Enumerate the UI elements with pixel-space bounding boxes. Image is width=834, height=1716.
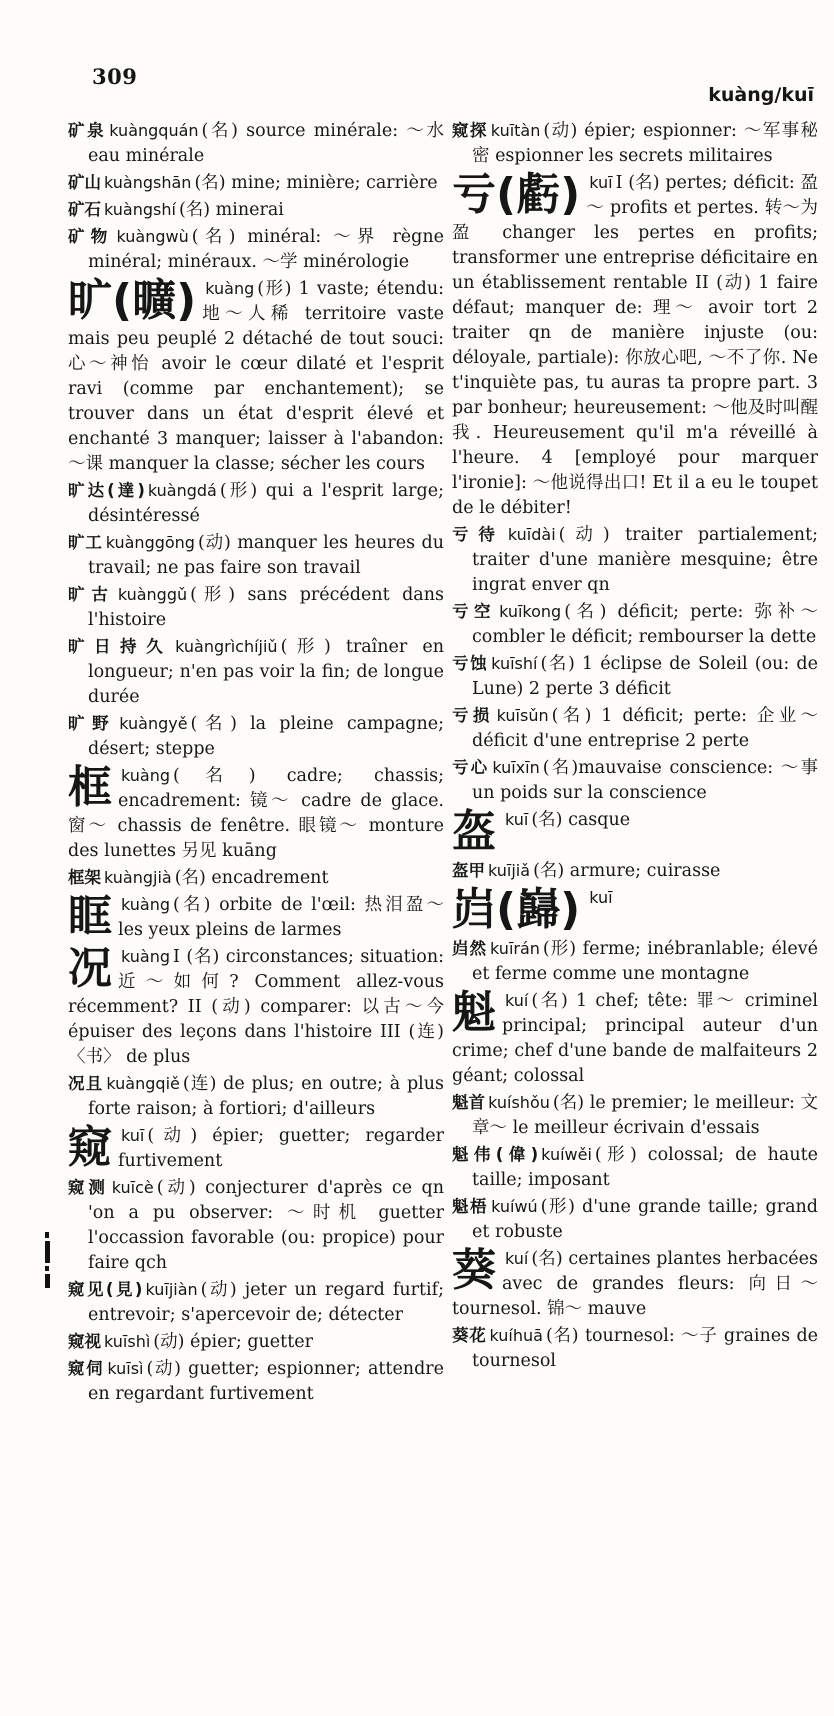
definition: (动) guetter; espionner; attendre en regardant furtivement (88, 1359, 444, 1404)
definition: (名) 1 éclipse de Soleil (ou: de Lune) 2 perte 3 déficit (472, 654, 818, 699)
definition: (名) source minérale: ～水 eau minérale (88, 121, 444, 166)
definition: (动) jeter un regard furtif; entrevoir; s'apercevoir de; détecter (88, 1280, 444, 1325)
head-entry (68, 892, 444, 943)
compound-entry (452, 858, 818, 884)
compound-entry (68, 865, 444, 891)
compound-entry (68, 1175, 444, 1276)
definition: (名) minéral: ～界 règne minéral; minéraux. ～学 minérologie (88, 227, 444, 272)
definition: (动) conjecturer d'après ce qn 'on a pu observer: ～时机 guetter l'occassion favorable (ou: propice) pour faire qch (88, 1178, 444, 1273)
headword: 旷野 (68, 714, 117, 733)
pinyin: kuàngshān (104, 173, 192, 192)
compound-entry (452, 599, 818, 650)
definition: (名) encadrement (174, 868, 329, 888)
compound-entry (68, 1277, 444, 1328)
definition: (动) manquer les heures du travail; ne pas faire son travail (88, 533, 444, 578)
head-entry (452, 1246, 818, 1322)
pinyin: kuàngshí (104, 200, 176, 219)
compound-entry (452, 522, 818, 598)
pinyin: kuíshǒu (488, 1093, 550, 1112)
pinyin: kuīrán (490, 939, 540, 958)
compound-entry (452, 755, 818, 806)
pinyin: kuījiàn (145, 1280, 198, 1299)
compound-entry (68, 170, 444, 196)
right-column (452, 118, 818, 1375)
compound-entry (452, 1090, 818, 1141)
head-entry (68, 944, 444, 1070)
definition: (形) qui a l'esprit large; désintéressé (88, 481, 444, 526)
pinyin: kuītàn (490, 121, 541, 140)
headword: 亏心 (452, 758, 490, 777)
head-entry (68, 763, 444, 864)
compound-entry (452, 1323, 818, 1374)
definition: (动) traiter partialement; traiter d'une manière mesquine; être ingrat enver qn (472, 525, 818, 595)
headword: 框 (68, 762, 112, 813)
headword: 矿泉 (68, 121, 107, 140)
definition: (名) orbite de l'œil: 热泪盈～ les yeux pleins de larmes (118, 895, 444, 940)
definition: (形) colossal; de haute taille; imposant (472, 1145, 818, 1190)
pinyin: kuànggǔ (117, 585, 188, 604)
definition: (名) la pleine campagne; désert; steppe (88, 714, 445, 759)
pinyin: kuànggōng (105, 533, 195, 552)
headword: 窥见(見) (68, 1280, 143, 1299)
headword: 旷日持久 (68, 637, 173, 656)
compound-entry (68, 1071, 444, 1122)
headword: 魁伟(偉) (452, 1145, 539, 1164)
pinyin: kuíwěi (541, 1145, 592, 1164)
pinyin: kuàngyě (119, 714, 188, 733)
pinyin: kuí (505, 991, 529, 1010)
compound-entry (68, 634, 444, 710)
headword: 葵 (452, 1245, 496, 1296)
definition: I (名) circonstances; situation: 近～如何? Comment allez-vous récemment? II (动) comparer: 以古～今 épuiser des leçons dans l'histoire III (连)〈书〉 de plus (68, 947, 444, 1067)
definition: (名) mine; minière; carrière (194, 173, 438, 193)
compound-entry (452, 936, 818, 987)
headword: 魁 (452, 987, 496, 1038)
headword: 亏待 (452, 525, 505, 544)
pinyin: kuī (589, 888, 613, 907)
definition: (形) ferme; inébranlable; élevé et ferme comme une montagne (472, 939, 818, 984)
pinyin: kuàng (121, 947, 171, 966)
left-column (68, 118, 444, 1408)
headword: 矿山 (68, 173, 101, 192)
definition: (动) épier; guetter (153, 1332, 313, 1352)
pinyin: kuàngjià (104, 868, 172, 887)
headword: 旷古 (68, 585, 115, 604)
headword: 窥视 (68, 1332, 101, 1351)
headword: 亏损 (452, 706, 494, 725)
compound-entry (68, 530, 444, 581)
compound-entry (68, 582, 444, 633)
definition: (形) sans précédent dans l'histoire (88, 585, 444, 630)
headword: 葵花 (452, 1326, 487, 1345)
compound-entry (452, 651, 818, 702)
pinyin: kuàng (121, 766, 171, 785)
pinyin: kuīkong (499, 602, 562, 621)
compound-entry (452, 118, 818, 169)
margin-mark (44, 1232, 50, 1290)
definition: (连) de plus; en outre; à plus forte raison; à fortiori; d'ailleurs (88, 1074, 445, 1119)
compound-entry (68, 711, 444, 762)
headword: 亏空 (452, 602, 497, 621)
headword: 矿石 (68, 200, 101, 219)
compound-entry (452, 1194, 818, 1245)
definition: (名) 1 chef; tête: 罪～ criminel principal; principal auteur d'un crime; chef d'une bande de malfaiteurs 2 géant; colossal (452, 991, 818, 1086)
pinyin: kuīdài (507, 525, 556, 544)
headword: 框架 (68, 868, 101, 887)
headword: 矿物 (68, 227, 114, 246)
page-number: 309 (92, 64, 138, 89)
definition: (名) certaines plantes herbacées avec de grandes fleurs: 向日～ tournesol. 锦～ mauve (452, 1249, 818, 1319)
headword: 窥测 (68, 1178, 109, 1197)
definition: I (名) pertes; déficit: 盈～ profits et pertes. 转～为盈 changer les pertes en profits; transformer une entreprise déficitaire en un établissement rentable II (动) 1 faire défaut; manquer de: 理～ avoir tort 2 traiter qn de manière injuste (ou: déloyale, partiale): 你放心吧, ～不了你. Ne t'inquiète pas, tu auras ta propre part. 3 par bonheur; heureusement: ～他及时叫醒我. Heureusement qu'il m'a réveillé à l'heure. 4 [employé pour marquer l'ironie]: ～他说得出口! Et il a eu le toupet de le débiter! (452, 173, 818, 518)
compound-entry (452, 703, 818, 754)
pinyin: kuī (121, 1126, 145, 1145)
pinyin: kuī (505, 810, 529, 829)
headword: 盔甲 (452, 861, 485, 880)
pinyin: kuīshí (491, 654, 538, 673)
definition: (名) le premier; le meilleur: 文章～ le meilleur écrivain d'essais (472, 1093, 818, 1138)
headword: 窥伺 (68, 1359, 105, 1378)
head-entry (452, 807, 818, 857)
definition: (名) armure; cuirasse (533, 861, 721, 881)
headword: 旷达(達) (68, 481, 145, 500)
head-entry (68, 1123, 444, 1174)
definition: (名) cadre; chassis; encadrement: 镜～ cadre de glace. 窗～ chassis de fenêtre. 眼镜～ monture des lunettes 另见 kuāng (68, 766, 444, 861)
pinyin: kuàng (205, 279, 255, 298)
definition: (名)mauvaise conscience: ～事 un poids sur la conscience (472, 758, 819, 803)
pinyin: kuījiǎ (488, 861, 531, 880)
compound-entry (68, 197, 444, 223)
definition: (名) casque (531, 810, 631, 830)
headword: 亏(虧) (452, 169, 581, 220)
pinyin: kuíhuā (489, 1326, 543, 1345)
compound-entry (452, 1142, 818, 1193)
headword: 窥探 (452, 121, 488, 140)
compound-entry (68, 1356, 444, 1407)
pinyin: kuīshì (104, 1332, 151, 1351)
definition: (形) traîner en longueur; n'en pas voir la fin; de longue durée (88, 637, 444, 707)
pinyin: kuàngqiě (106, 1074, 180, 1093)
definition: (形) d'une grande taille; grand et robuste (472, 1197, 819, 1242)
headword: 魁首 (452, 1093, 486, 1112)
definition: (名) déficit; perte: 弥补～ combler le déficit; rembourser la dette (472, 602, 818, 647)
definition: (名) tournesol: ～子 graines de tournesol (472, 1326, 819, 1371)
headword: 魁梧 (452, 1197, 489, 1216)
headword: 岿(巋) (452, 884, 581, 935)
pinyin: kuíwú (491, 1197, 538, 1216)
pinyin: kuīcè (111, 1178, 154, 1197)
head-entry (452, 988, 818, 1089)
headword: 旷工 (68, 533, 103, 552)
headword: 岿然 (452, 939, 488, 958)
headword: 况 (68, 943, 112, 994)
head-entry (452, 885, 818, 935)
headword: 亏蚀 (452, 654, 489, 673)
compound-entry (68, 118, 444, 169)
definition: (名) 1 déficit; perte: 企业～ déficit d'une entreprise 2 perte (472, 706, 818, 751)
compound-entry (68, 224, 444, 275)
pinyin: kuàngquán (109, 121, 199, 140)
definition: (动) épier; espionner: ～军事秘密 espionner les secrets militaires (472, 121, 818, 166)
pinyin: kuīxīn (492, 758, 540, 777)
head-entry (452, 170, 818, 521)
head-entry (68, 276, 444, 477)
definition: (形) 1 vaste; étendu: 地～人稀 territoire vaste mais peu peuplé 2 détaché de tout souci: 心～神怡 avoir le cœur dilaté et l'esprit ravi (comme par enchantement); se trouver dans un état d'esprit élevé et enchanté 3 manquer; laisser à l'abandon: ～课 manquer la classe; sécher les cours (68, 279, 444, 474)
headword: 况且 (68, 1074, 104, 1093)
headword: 眶 (68, 891, 112, 942)
pinyin: kuī (589, 173, 613, 192)
headword: 盔 (452, 806, 496, 857)
pinyin: kuīsǔn (496, 706, 549, 725)
compound-entry (68, 478, 444, 529)
pinyin: kuàngdá (147, 481, 217, 500)
pinyin: kuàngrìchíjiǔ (175, 637, 278, 656)
headword: 窥 (68, 1122, 112, 1173)
headword: 旷(曠) (68, 275, 197, 326)
pinyin: kuàng (121, 895, 171, 914)
running-head: kuàng/kuī (708, 84, 814, 106)
definition: (动) épier; guetter; regarder furtivement (118, 1126, 444, 1171)
definition: (名) minerai (178, 200, 284, 220)
pinyin: kuīsì (107, 1359, 144, 1378)
compound-entry (68, 1329, 444, 1355)
pinyin: kuàngwù (116, 227, 189, 246)
pinyin: kuí (505, 1249, 529, 1268)
